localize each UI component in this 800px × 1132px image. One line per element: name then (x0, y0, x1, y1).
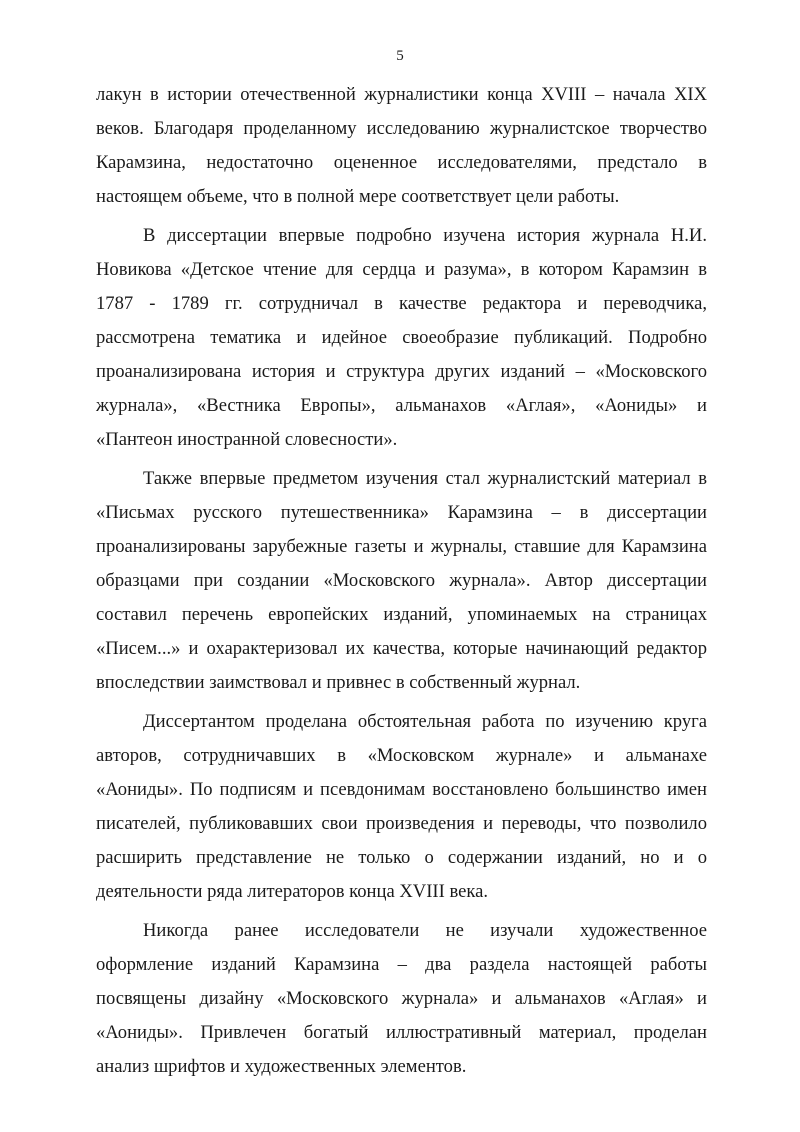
text-line: лакун в истории отечественной журналистики конца XVIII – начала XIX (96, 84, 707, 105)
text-line: Также впервые предметом изучения стал журналистский материал в (143, 468, 707, 489)
text-line: рассмотрена тематика и идейное своеобразие публикаций. Подробно (96, 327, 707, 348)
text-line: посвящены дизайну «Московского журнала» и альманахов «Аглая» и (96, 988, 707, 1009)
text-line: анализ шрифтов и художественных элементов. (96, 1056, 467, 1077)
text-line: оформление изданий Карамзина – два раздела настоящей работы (96, 954, 707, 975)
paragraph-3 (96, 462, 707, 700)
text-line: составил перечень европейских изданий, упоминаемых на страницах (96, 604, 707, 625)
text-line: образцами при создании «Московского журнала». Автор диссертации (96, 570, 707, 591)
paragraph-2 (96, 219, 707, 457)
page-number: 5 (396, 48, 404, 64)
text-line: В диссертации впервые подробно изучена история журнала Н.И. (143, 225, 707, 246)
text-line: «Письмах русского путешественника» Карамзина – в диссертации (96, 502, 707, 523)
text-line: авторов, сотрудничавших в «Московском журнале» и альманахе (96, 745, 707, 766)
text-line: 1787 - 1789 гг. сотрудничал в качестве редактора и переводчика, (96, 293, 707, 314)
text-line: проанализирована история и структура других изданий – «Московского (96, 361, 707, 382)
text-line: «Аониды». По подписям и псевдонимам восстановлено большинство имен (96, 779, 707, 800)
text-line: проанализированы зарубежные газеты и журналы, ставшие для Карамзина (96, 536, 707, 557)
text-line: Никогда ранее исследователи не изучали художественное (143, 920, 707, 941)
text-line: журнала», «Вестника Европы», альманахов «Аглая», «Аониды» и (96, 395, 707, 416)
text-line: «Аониды». Привлечен богатый иллюстративный материал, проделан (96, 1022, 707, 1043)
text-line: расширить представление не только о содержании изданий, но и о (96, 847, 707, 868)
text-line: Новикова «Детское чтение для сердца и разума», в котором Карамзин в (96, 259, 707, 280)
text-line: «Пантеон иностранной словесности». (96, 429, 398, 450)
text-line: веков. Благодаря проделанному исследованию журналистское творчество (96, 118, 707, 139)
text-line: деятельности ряда литераторов конца XVIII века. (96, 881, 489, 902)
text-line: Карамзина, недостаточно оцененное исследователями, предстало в (96, 152, 707, 173)
text-line: Диссертантом проделана обстоятельная работа по изучению круга (143, 711, 707, 732)
paragraph-4 (96, 705, 707, 909)
paragraph-5 (96, 914, 707, 1084)
text-line: «Писем...» и охарактеризовал их качества, которые начинающий редактор (96, 638, 707, 659)
paragraph-1 (96, 78, 707, 214)
text-line: впоследствии заимствовал и привнес в собственный журнал. (96, 672, 581, 693)
text-line: настоящем объеме, что в полной мере соответствует цели работы. (96, 186, 620, 207)
text-line: писателей, публиковавших свои произведения и переводы, что позволило (96, 813, 707, 834)
body-text (96, 78, 707, 1084)
